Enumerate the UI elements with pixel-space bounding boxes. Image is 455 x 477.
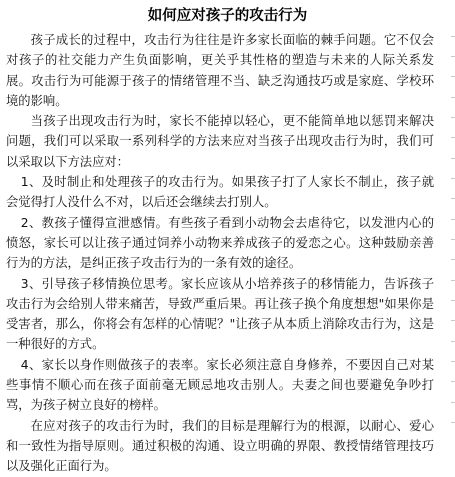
approach-paragraph: 当孩子出现攻击行为时，家长不能掉以轻心，更不能简单地以惩罚来解决问题，我们可以采取一系列科学的方法来应对当孩子出现攻击行为时，我们可以采取以下方法应对： [6, 114, 434, 169]
list-item-1: 1、及时制止和处理孩子的攻击行为。如果孩子打了人家长不制止，孩子就会觉得打人没什么不对，以后还会继续去打别人。 [6, 175, 434, 210]
list-item-4: 4、家长以身作则做孩子的表率。家长必须注意自身修养，不要因自己对某些事情不顺心而在孩子面前毫无顾忌地攻击别人。夫妻之间也要避免争吵打骂，为孩子树立良好的榜样。 [6, 357, 434, 413]
list-item-2: 2、教孩子懂得宣泄感情。有些孩子看到小动物会去虐待它，以发泄内心的愤怒，家长可以让孩子通过饲养小动物来养成孩子的爱恋之心。这种鼓励亲善行为的方法，是纠正孩子攻击行为的一条有效的途径。 [6, 215, 434, 271]
page-edge-marks [449, 28, 455, 451]
document-body [6, 30, 434, 477]
conclusion-paragraph: 在应对孩子的攻击行为时，我们的目标是理解行为的根源，以耐心、爱心和一致性为指导原则。通过积极的沟通、设立明确的界限、教授情绪管理技巧以及强化正面行为。 [6, 418, 434, 474]
list-item-3: 3、引导孩子移情换位思考。家长应该从小培养孩子的移情能力，告诉孩子攻击行为会给别人带来痛苦，导致严重后果。再让孩子换个角度想想"如果你是受害者，那么，你将会有怎样的心情呢？"让孩子从本质上消除攻击行为，这是一种很好的方式。 [6, 276, 434, 352]
document-title: 如何应对孩子的攻击行为 [147, 7, 308, 24]
intro-paragraph: 孩子成长的过程中，攻击行为往往是许多家长面临的棘手问题。它不仅会对孩子的社交能力产生负面影响，更关乎其性格的塑造与未来的人际关系发展。攻击行为可能源于孩子的情绪管理不当、缺乏沟通技巧或是家庭、学校环境的影响。 [6, 33, 434, 108]
